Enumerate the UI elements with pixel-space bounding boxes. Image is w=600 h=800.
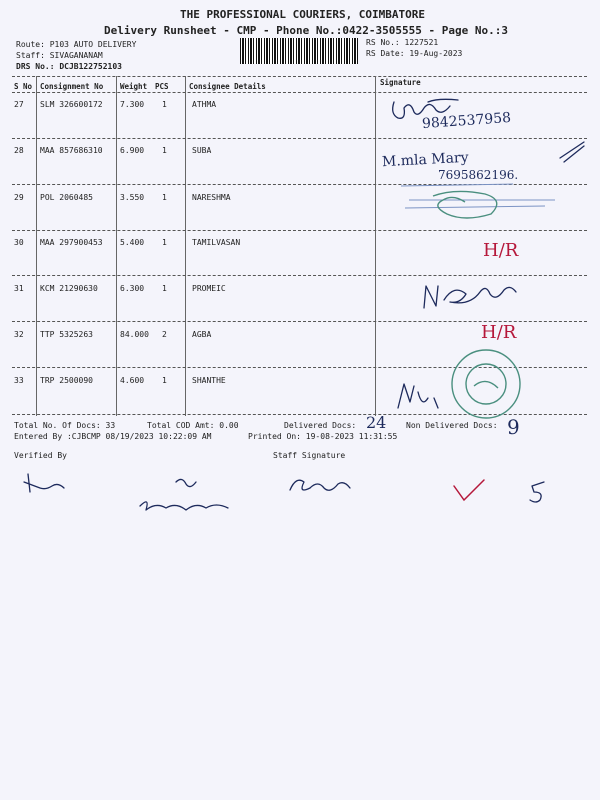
non-delivered-docs-label: Non Delivered Docs: bbox=[406, 421, 498, 430]
row-consignee: SUBA bbox=[192, 146, 212, 155]
row-sno: 27 bbox=[14, 100, 24, 109]
entered-by: Entered By :CJBCMP 08/19/2023 10:22:09 AM bbox=[14, 432, 212, 441]
col-divider bbox=[375, 76, 376, 416]
row-consignment: TTP 5325263 bbox=[40, 330, 93, 339]
row-rule bbox=[12, 275, 587, 276]
verified-by-label: Verified By bbox=[14, 451, 67, 460]
row-consignment: KCM 21290630 bbox=[40, 284, 98, 293]
verified-by-signature bbox=[20, 470, 80, 500]
row28-name-handwritten: M.mla Mary bbox=[381, 149, 469, 171]
rs-date: RS Date: 19-Aug-2023 bbox=[366, 49, 463, 58]
row-pcs: 1 bbox=[162, 284, 167, 293]
row-sno: 29 bbox=[14, 193, 24, 202]
staff-signature-label: Staff Signature bbox=[273, 451, 346, 460]
col-divider bbox=[116, 76, 117, 416]
row-consignment: MAA 857686310 bbox=[40, 146, 103, 155]
total-cod: Total COD Amt: 0.00 bbox=[147, 421, 239, 430]
row-pcs: 1 bbox=[162, 146, 167, 155]
drs-number: DRS No.: DCJB122752103 bbox=[16, 62, 122, 71]
runsheet-subtitle: Delivery Runsheet - CMP - Phone No.:0422-3505555 - Page No.:3 bbox=[104, 24, 508, 37]
row-consignment: SLM 326600172 bbox=[40, 100, 103, 109]
col-header-signature: Signature bbox=[380, 78, 421, 87]
row-sno: 30 bbox=[14, 238, 24, 247]
office-stamp bbox=[395, 178, 565, 234]
staff-signature bbox=[286, 470, 366, 500]
row-sno: 33 bbox=[14, 376, 24, 385]
row-sno: 31 bbox=[14, 284, 24, 293]
row-consignment: MAA 297900453 bbox=[40, 238, 103, 247]
row-consignment: POL 2060485 bbox=[40, 193, 93, 202]
route-label: Route: P103 AUTO DELIVERY bbox=[16, 40, 137, 49]
row-rule bbox=[12, 138, 587, 139]
col-header-weight: Weight bbox=[120, 82, 148, 91]
round-stamp bbox=[446, 346, 526, 422]
col-header-sno: S No bbox=[14, 82, 33, 91]
row-consignee: PROMEIC bbox=[192, 284, 226, 293]
signature-row-33 bbox=[394, 378, 454, 414]
table-header-rule bbox=[12, 92, 587, 93]
row-pcs: 1 bbox=[162, 238, 167, 247]
staff-label: Staff: SIVAGANANAM bbox=[16, 51, 103, 60]
col-header-pcs: PCS bbox=[155, 82, 169, 91]
row-weight: 4.600 bbox=[120, 376, 145, 385]
hr-mark-row30: H/R bbox=[483, 240, 519, 261]
ink-mark bbox=[526, 478, 550, 508]
row27-phone-handwritten: 9842537958 bbox=[421, 109, 512, 133]
row-pcs: 2 bbox=[162, 330, 167, 339]
signature-row-31 bbox=[420, 280, 530, 320]
rs-number: RS No.: 1227521 bbox=[366, 38, 439, 47]
row-weight: 3.550 bbox=[120, 193, 145, 202]
row-weight: 6.300 bbox=[120, 284, 145, 293]
row-sno: 32 bbox=[14, 330, 24, 339]
total-docs: Total No. Of Docs: 33 bbox=[14, 421, 116, 430]
row-weight: 84.000 bbox=[120, 330, 149, 339]
row-pcs: 1 bbox=[162, 376, 167, 385]
row-consignee: AGBA bbox=[192, 330, 212, 339]
row-pcs: 1 bbox=[162, 193, 167, 202]
row-pcs: 1 bbox=[162, 100, 167, 109]
row-consignment: TRP 2500090 bbox=[40, 376, 93, 385]
delivered-docs-label: Delivered Docs: bbox=[284, 421, 357, 430]
row-consignee: ATHMA bbox=[192, 100, 217, 109]
barcode bbox=[240, 38, 358, 64]
company-name: THE PROFESSIONAL COURIERS, COIMBATORE bbox=[180, 8, 426, 21]
pen-mark bbox=[540, 140, 590, 180]
delivered-docs-handwritten: 24 bbox=[366, 413, 387, 432]
col-header-consignment: Consignment No bbox=[40, 82, 104, 91]
row-weight: 7.300 bbox=[120, 100, 145, 109]
row-weight: 5.400 bbox=[120, 238, 145, 247]
row-consignee: TAMILVASAN bbox=[192, 238, 241, 247]
col-header-consignee: Consignee Details bbox=[189, 82, 266, 91]
row-consignee: NARESHMA bbox=[192, 193, 231, 202]
red-tick-mark bbox=[450, 476, 490, 506]
hr-mark-row32: H/R bbox=[481, 322, 517, 343]
printed-on: Printed On: 19-08-2023 11:31:55 bbox=[248, 432, 398, 441]
col-divider bbox=[185, 76, 186, 416]
col-divider bbox=[36, 76, 37, 416]
table-top-rule bbox=[12, 76, 587, 77]
row-consignee: SHANTHE bbox=[192, 376, 226, 385]
row-weight: 6.900 bbox=[120, 146, 145, 155]
non-delivered-docs-handwritten: 9 bbox=[507, 415, 520, 439]
verified-by-signature-2 bbox=[136, 474, 246, 518]
row28-phone-handwritten: 7695862196. bbox=[438, 168, 519, 182]
row-sno: 28 bbox=[14, 146, 24, 155]
